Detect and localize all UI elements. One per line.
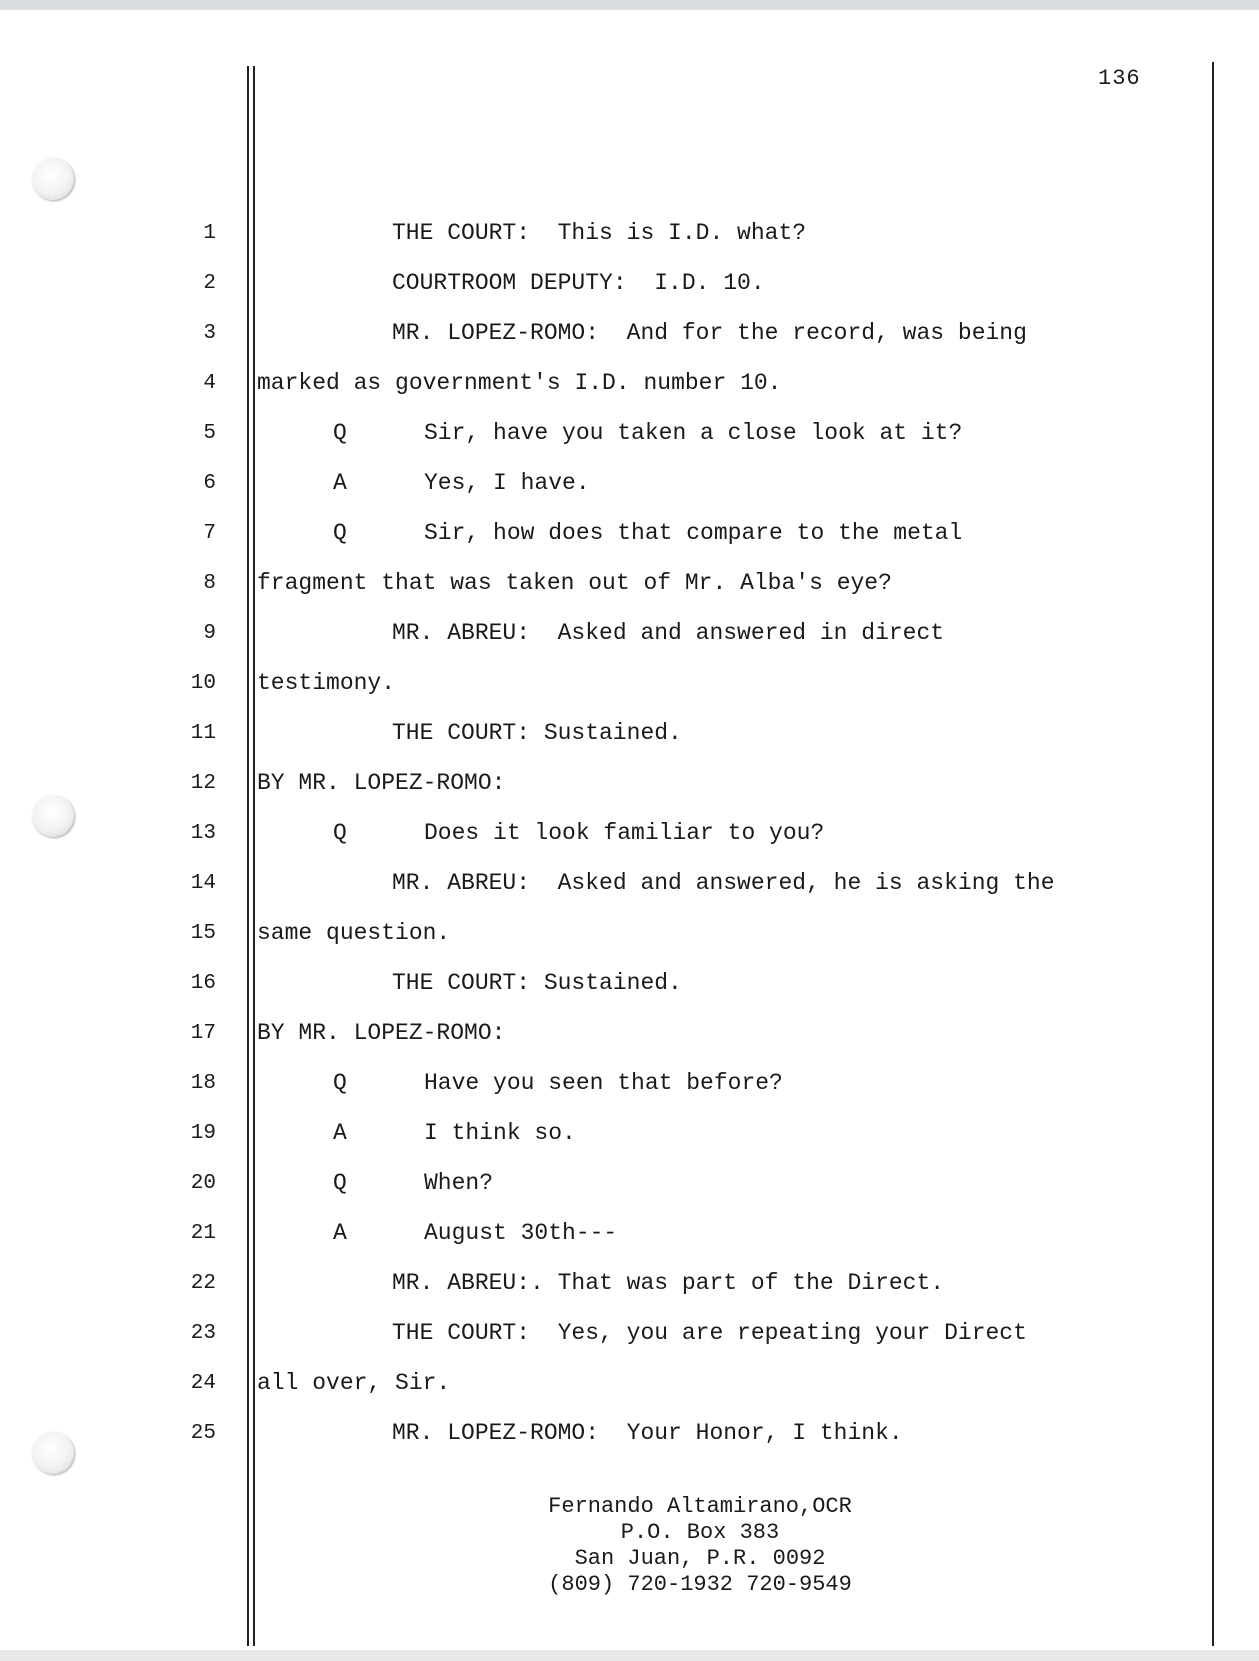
transcript-line-text: fragment that was taken out of Mr. Alba's eye? [257,570,892,596]
line-number: 17 [190,1022,216,1045]
left-margin-rule-outer [247,66,249,1646]
reporter-city: San Juan, P.R. 0092 [574,1546,826,1571]
line-number: 19 [190,1122,216,1145]
line-number: 3 [203,322,216,345]
transcript-line-text: MR. ABREU: Asked and answered, he is asking the [392,870,1055,896]
line-number: 5 [203,422,216,445]
line-number: 14 [190,872,216,895]
transcript-line-text: MR. LOPEZ-ROMO: Your Honor, I think. [392,1420,903,1446]
line-number: 10 [190,672,216,695]
transcript-line-text: I think so. [424,1120,576,1146]
line-number: 24 [190,1372,216,1395]
line-number: 15 [190,922,216,945]
binder-hole-top [32,158,74,200]
question-marker: Q [333,1170,347,1196]
transcript-line-text: Yes, I have. [424,470,590,496]
page-top-edge [0,0,1259,10]
page-number: 136 [1098,66,1141,91]
transcript-line-text: all over, Sir. [257,1370,451,1396]
transcript-line-text: MR. LOPEZ-ROMO: And for the record, was being [392,320,1027,346]
transcript-line-text: Have you seen that before? [424,1070,783,1096]
line-number: 11 [190,722,216,745]
transcript-line-text: THE COURT: Sustained. [392,720,682,746]
line-number: 20 [190,1172,216,1195]
line-number: 8 [203,572,216,595]
transcript-line-text: August 30th--- [424,1220,618,1246]
question-marker: Q [333,820,347,846]
line-number: 16 [190,972,216,995]
line-number: 2 [203,272,216,295]
transcript-line-text: testimony. [257,670,396,696]
answer-marker: A [333,470,347,496]
transcript-line-text: same question. [257,920,451,946]
reporter-name: Fernando Altamirano,OCR [548,1494,852,1519]
line-number: 6 [203,472,216,495]
binder-hole-middle [32,795,74,837]
reporter-phone: (809) 720-1932 720-9549 [548,1572,852,1597]
transcript-line-text: BY MR. LOPEZ-ROMO: [257,770,506,796]
line-number: 21 [190,1222,216,1245]
transcript-line-text: THE COURT: Yes, you are repeating your Direct [392,1320,1027,1346]
line-number: 18 [190,1072,216,1095]
reporter-po-box: P.O. Box 383 [620,1520,780,1545]
transcript-line-text: marked as government's I.D. number 10. [257,370,782,396]
page-bottom-edge [0,1650,1259,1661]
transcript-line-text: Does it look familiar to you? [424,820,825,846]
binder-hole-bottom [32,1432,74,1474]
transcript-line-text: THE COURT: Sustained. [392,970,682,996]
transcript-line-text: MR. ABREU: Asked and answered in direct [392,620,945,646]
line-number: 22 [190,1272,216,1295]
line-number: 7 [203,522,216,545]
right-margin-rule [1212,62,1214,1646]
question-marker: Q [333,520,347,546]
transcript-line-text: Sir, have you taken a close look at it? [424,420,963,446]
line-number: 9 [203,622,216,645]
line-number: 25 [190,1422,216,1445]
line-number: 4 [203,372,216,395]
question-marker: Q [333,420,347,446]
reporter-footer [460,1494,940,1598]
transcript-line-text: When? [424,1170,494,1196]
question-marker: Q [333,1070,347,1096]
line-number: 1 [203,222,216,245]
transcript-line-text: THE COURT: This is I.D. what? [392,220,807,246]
transcript-line-text: COURTROOM DEPUTY: I.D. 10. [392,270,765,296]
answer-marker: A [333,1120,347,1146]
line-number: 23 [190,1322,216,1345]
transcript-line-text: BY MR. LOPEZ-ROMO: [257,1020,506,1046]
left-margin-rule-inner [253,66,255,1646]
transcript-line-text: Sir, how does that compare to the metal [424,520,963,546]
transcript-line-text: MR. ABREU:. That was part of the Direct. [392,1270,945,1296]
answer-marker: A [333,1220,347,1246]
line-number: 12 [190,772,216,795]
line-number: 13 [190,822,216,845]
